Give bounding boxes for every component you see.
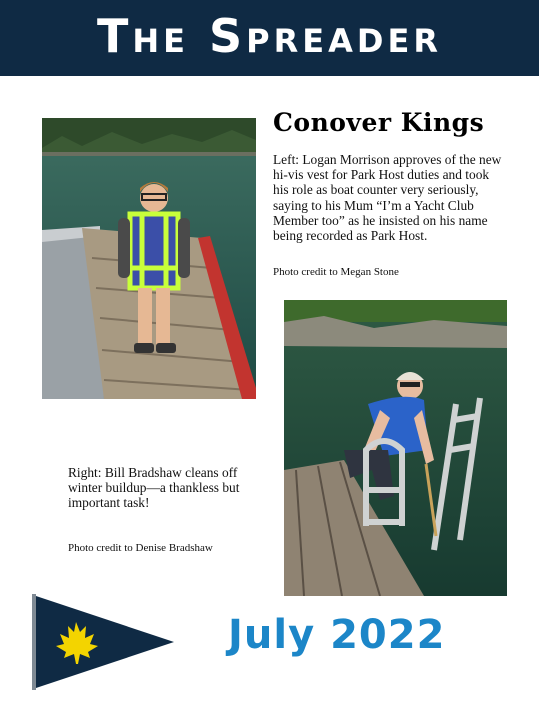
right-photo-credit: Photo credit to Denise Bradshaw [68, 542, 213, 554]
maple-leaf-burgee-icon [28, 592, 178, 692]
photo-boy-on-dock [42, 118, 256, 399]
left-photo-caption: Left: Logan Morrison approves of the new hi-vis vest for Park Host duties and took his role as boat counter very seriously, saying to his Mum “I’m a Yacht Club Member too” as he insisted on his name being recorded as Park Host. [273, 152, 502, 244]
left-photo-credit: Photo credit to Megan Stone [273, 266, 399, 278]
issue-date: July 2022 [228, 612, 446, 658]
masthead [0, 0, 539, 76]
right-photo-caption: Right: Bill Bradshaw cleans off winter buildup—a thankless but important task! [68, 465, 240, 511]
article-headline: Conover Kings [273, 108, 485, 137]
newsletter-title: The Spreader [97, 9, 442, 63]
photo-man-cleaning-ladder [284, 300, 507, 596]
